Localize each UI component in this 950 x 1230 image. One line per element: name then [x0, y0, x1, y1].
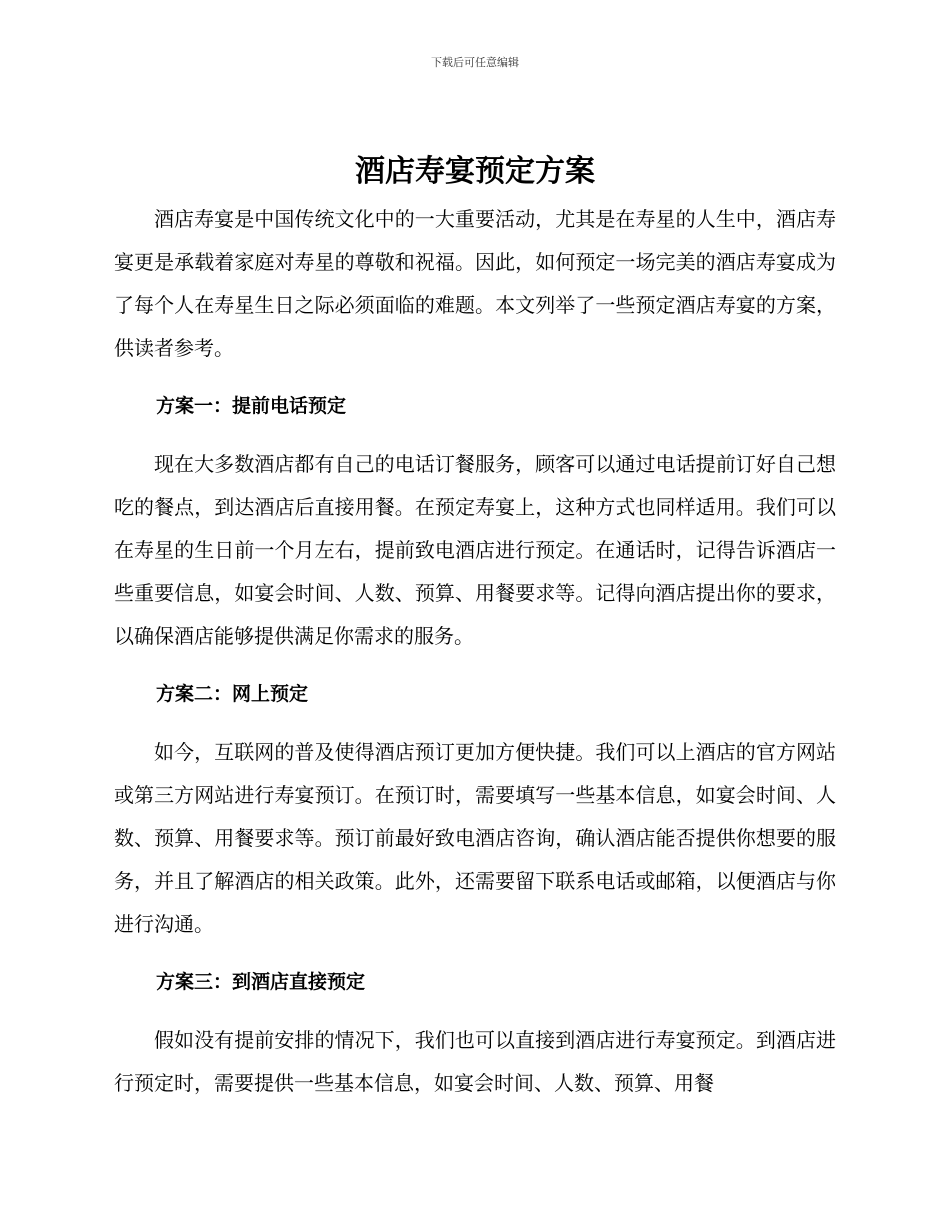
document-title: 酒店寿宴预定方案 [355, 154, 595, 189]
plan1-heading: 方案一：提前电话预定 [156, 395, 347, 417]
plan3-paragraph: 假如没有提前安排的情况下，我们也可以直接到酒店进行寿宴预定。到酒店进行预定时，需要提供一些基本信息，如宴会时间、人数、预算、用餐 [114, 1028, 836, 1095]
plan3-heading: 方案三：到酒店直接预定 [156, 971, 366, 993]
plan1-paragraph: 现在大多数酒店都有自己的电话订餐服务，顾客可以通过电话提前订好自己想吃的餐点，到达酒店后直接用餐。在预定寿宴上，这种方式也同样适用。我们可以在寿星的生日前一个月左右，提前致电酒店进行预定。在通话时，记得告诉酒店一些重要信息，如宴会时间、人数、预算、用餐要求等。记得向酒店提出你的要求，以确保酒店能够提供满足你需求的服务。 [114, 452, 836, 648]
header-note: 下载后可任意编辑 [431, 56, 519, 69]
plan2-paragraph: 如今，互联网的普及使得酒店预订更加方便快捷。我们可以上酒店的官方网站或第三方网站进行寿宴预订。在预订时，需要填写一些基本信息，如宴会时间、人数、预算、用餐要求等。预订前最好致电酒店咨询，确认酒店能否提供你想要的服务，并且了解酒店的相关政策。此外，还需要留下联系电话或邮箱，以便酒店与你进行沟通。 [114, 740, 836, 936]
intro-paragraph: 酒店寿宴是中国传统文化中的一大重要活动，尤其是在寿星的人生中，酒店寿宴更是承载着家庭对寿星的尊敬和祝福。因此，如何预定一场完美的酒店寿宴成为了每个人在寿星生日之际必须面临的难题。本文列举了一些预定酒店寿宴的方案，供读者参考。 [114, 207, 836, 360]
plan2-heading: 方案二：网上预定 [156, 683, 309, 705]
document-body [114, 198, 836, 1105]
